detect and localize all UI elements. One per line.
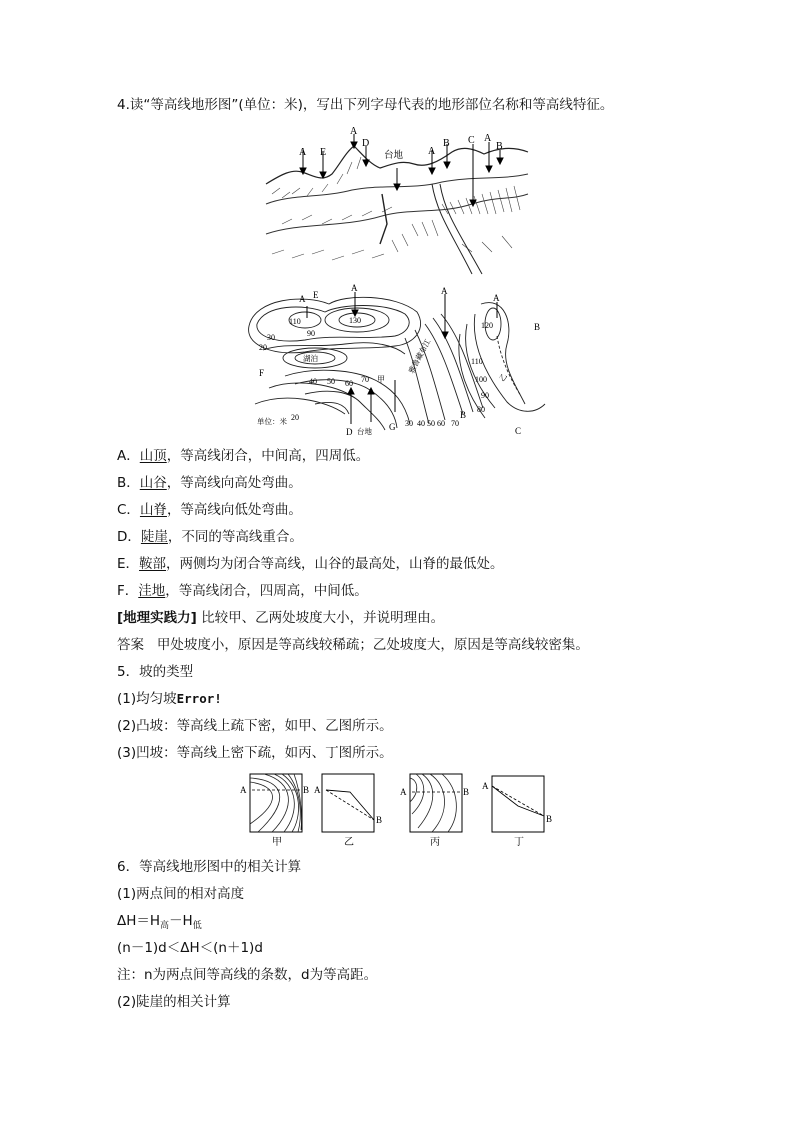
sketch-label-a2: A xyxy=(350,126,358,137)
contour-letter-a4: A xyxy=(493,293,500,303)
contour-letter-g: G xyxy=(389,422,396,432)
contour-val-40: 40 xyxy=(309,377,317,386)
contour-letter-a3: A xyxy=(441,286,448,296)
practice-answer: 答案 甲处坡度小，原因是等高线较稀疏；乙处坡度大，原因是等高线较密集。 xyxy=(117,637,589,653)
sketch-label-e: E xyxy=(320,147,327,158)
bing-b: B xyxy=(463,787,470,797)
yi-a: A xyxy=(314,785,321,795)
answer-label: 答案 xyxy=(117,637,144,653)
error-text: Error! xyxy=(176,691,222,706)
q6-line-2: (2)陡崖的相关计算 xyxy=(117,994,231,1010)
contour-river-1: 雅鲁藏布江 xyxy=(406,337,433,375)
ding-b: B xyxy=(546,814,553,824)
sketch-label-a4: A xyxy=(484,133,492,144)
contour-val-70b: 70 xyxy=(451,419,459,428)
option-e: E．鞍部，两侧均为闭合等高线，山谷的最高处，山脊的最低处。 xyxy=(117,556,504,572)
question-4-stem: 4.读“等高线地形图”(单位：米)，写出下列字母代表的地形部位名称和等高线特征。 xyxy=(117,97,614,113)
jia-b: B xyxy=(303,785,310,795)
slope-fig-yi xyxy=(314,772,390,850)
option-f-term: 洼地 xyxy=(138,583,166,599)
contour-river-2: 乙 xyxy=(497,371,509,384)
contour-letter-d: D xyxy=(346,427,353,437)
q5-line-1: (1)均匀坡Error! xyxy=(117,691,222,707)
contour-val-50b: 50 xyxy=(427,419,435,428)
contour-val-80: 80 xyxy=(477,405,485,414)
q5-line-2: (2)凸坡：等高线上疏下密，如甲、乙图所示。 xyxy=(117,718,393,734)
q5-line-3: (3)凹坡：等高线上密下疏，如丙、丁图所示。 xyxy=(117,745,393,761)
jia-label: 甲 xyxy=(272,837,282,848)
option-d: D．陡崖，不同的等高线重合。 xyxy=(117,529,303,545)
option-f: F．洼地，等高线闭合，四周高，中间低。 xyxy=(117,583,368,599)
contour-letter-a2: A xyxy=(351,283,358,293)
ding-a: A xyxy=(482,781,489,791)
q6-line-1: (1)两点间的相对高度 xyxy=(117,886,245,902)
practice-question: [地理实践力] 比较甲、乙两处坡度大小，并说明理由。 xyxy=(117,610,445,626)
contour-unit: 单位：米 xyxy=(257,417,287,426)
ding-label: 丁 xyxy=(514,837,524,848)
sketch-label-d: D xyxy=(362,138,370,149)
contour-jia: 甲 xyxy=(377,375,385,384)
contour-val-110b: 110 xyxy=(471,357,483,366)
sketch-label-b2: B xyxy=(496,141,503,152)
contour-letter-c: C xyxy=(515,426,522,436)
contour-val-90b: 90 xyxy=(481,391,489,400)
contour-val-20: 20 xyxy=(259,343,267,352)
terrain-sketch xyxy=(262,124,532,276)
option-e-term: 鞍部 xyxy=(139,556,167,572)
q6-note: 注：n为两点间等高线的条数，d为等高距。 xyxy=(117,967,378,983)
yi-label: 乙 xyxy=(344,837,354,848)
formula-delta-h: $\Delta H=H_高-H_低$ xyxy=(117,913,202,931)
practice-tag: [地理实践力] xyxy=(117,610,197,626)
bing-a: A xyxy=(400,787,407,797)
slope-fig-ding xyxy=(480,772,560,850)
q6-title: 6．等高线地形图中的相关计算 xyxy=(117,859,302,875)
q5-title: 5．坡的类型 xyxy=(117,664,194,680)
contour-val-120: 120 xyxy=(481,321,493,330)
sketch-label-b1: B xyxy=(443,138,450,149)
slope-fig-bing xyxy=(396,772,472,850)
contour-letter-b2: B xyxy=(460,410,467,420)
contour-val-110: 110 xyxy=(289,317,301,326)
contour-val-100: 100 xyxy=(475,375,487,384)
bing-label: 丙 xyxy=(430,837,440,848)
sketch-label-c: C xyxy=(468,135,475,146)
option-b-term: 山谷 xyxy=(139,475,167,491)
contour-val-30b: 30 xyxy=(405,419,413,428)
option-a: A．山顶，等高线闭合，中间高，四周低。 xyxy=(117,448,370,464)
contour-val-70: 70 xyxy=(361,375,369,384)
yi-b: B xyxy=(376,815,383,825)
sketch-label-a1: A xyxy=(299,147,307,158)
contour-lake: 湖泊 xyxy=(303,354,318,363)
contour-letter-e: E xyxy=(313,290,319,300)
contour-letter-a1: A xyxy=(299,294,306,304)
option-b: B．山谷，等高线向高处弯曲。 xyxy=(117,475,302,491)
slope-fig-jia xyxy=(238,772,308,850)
contour-letter-f: F xyxy=(259,368,265,378)
contour-val-90: 90 xyxy=(307,329,315,338)
contour-val-40b: 40 xyxy=(417,419,425,428)
contour-val-50: 50 xyxy=(327,377,335,386)
contour-letter-b1: B xyxy=(534,322,541,332)
option-a-term: 山顶 xyxy=(139,448,167,464)
contour-val-60: 60 xyxy=(345,379,353,388)
option-c-term: 山脊 xyxy=(139,502,167,518)
sketch-label-tableland: 台地 xyxy=(384,150,404,161)
formula-range: (n－1)d＜ΔH＜(n＋1)d xyxy=(117,940,263,956)
sketch-label-a3: A xyxy=(428,146,436,157)
jia-a: A xyxy=(240,785,247,795)
contour-val-60b: 60 xyxy=(437,419,445,428)
contour-val-20b: 20 xyxy=(291,413,299,422)
option-c: C．山脊，等高线向低处弯曲。 xyxy=(117,502,302,518)
contour-val-130: 130 xyxy=(349,316,361,325)
contour-tableland: 台地 xyxy=(357,427,372,436)
option-d-term: 陡崖 xyxy=(140,529,168,545)
contour-map xyxy=(245,284,555,440)
contour-val-30: 30 xyxy=(267,333,275,342)
